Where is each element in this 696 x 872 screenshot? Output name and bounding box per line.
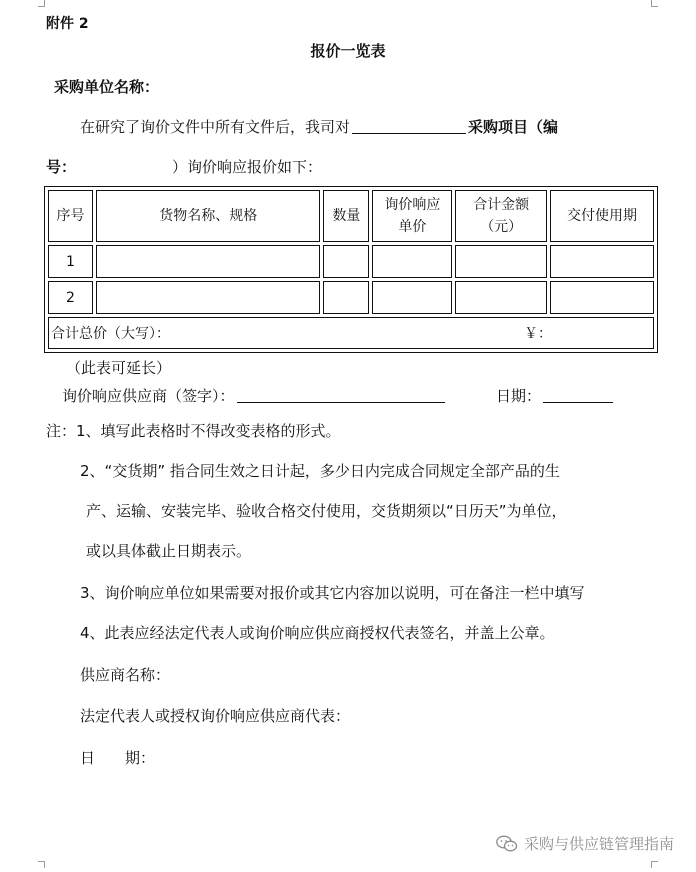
- project-blank-line: [352, 119, 466, 134]
- page-corner-mark: [651, 861, 658, 868]
- total-yen-label: ￥：: [524, 326, 552, 342]
- signer-line: [62, 387, 445, 405]
- extend-note: （此表可延长）: [66, 359, 172, 377]
- header-cell: 合计金额 （元）: [455, 190, 547, 242]
- table-cell: [455, 245, 547, 278]
- intro-text: 在研究了询价文件中所有文件后，我司对: [80, 118, 351, 136]
- intro-project-label: 采购项目（编: [468, 118, 559, 136]
- date-line: [496, 387, 613, 405]
- table-cell: [550, 281, 654, 314]
- intro-line-1: [80, 118, 558, 136]
- page-corner-mark: [38, 0, 45, 7]
- note-1: 注：1、填写此表格时不得改变表格的形式。: [46, 422, 341, 440]
- table-cell: [455, 281, 547, 314]
- table-cell: [96, 245, 321, 278]
- note-2: 2、“交货期” 指合同生效之日计起，多少日内完成合同规定全部产品的生: [80, 462, 560, 480]
- header-cell: 交付使用期: [550, 190, 654, 242]
- note-2-cont: 产、运输、安装完毕、验收合格交付使用，交货期须以“日历天”为单位，: [86, 502, 567, 520]
- wechat-icon: [496, 835, 518, 853]
- attachment-label: 附件 2: [46, 16, 89, 32]
- table-cell: [96, 281, 321, 314]
- page-corner-mark: [38, 861, 45, 868]
- page-title: 报价一览表: [310, 42, 386, 60]
- table-cell: [323, 245, 369, 278]
- total-cell: [48, 317, 654, 349]
- total-label: 合计总价（大写）：: [51, 326, 170, 342]
- intro-text: ）询价响应报价如下：: [172, 158, 323, 176]
- header-cell: 询价响应 单价: [372, 190, 452, 242]
- date-blank-line: [543, 388, 613, 403]
- supplier-name-label: 供应商名称：: [80, 666, 171, 684]
- table-cell: [372, 245, 452, 278]
- quote-table: [44, 186, 658, 353]
- intro-code-label: 号：: [46, 158, 77, 176]
- header-cell: 货物名称、规格: [96, 190, 321, 242]
- note-3: 3、询价响应单位如果需要对报价或其它内容加以说明，可在备注一栏中填写: [80, 584, 585, 602]
- note-2-cont: 或以具体截止日期表示。: [86, 542, 252, 560]
- date-label: 日期：: [496, 387, 542, 405]
- table-cell: [550, 245, 654, 278]
- table-cell: [372, 281, 452, 314]
- table-cell: [323, 281, 369, 314]
- header-cell: 数量: [323, 190, 369, 242]
- signature-blank-line: [237, 388, 445, 403]
- signature-date-label: 日 期：: [80, 749, 156, 767]
- page-corner-mark: [651, 0, 658, 7]
- representative-label: 法定代表人或授权询价响应供应商代表：: [80, 707, 351, 725]
- table-row: [48, 281, 654, 314]
- note-4: 4、此表应经法定代表人或询价响应供应商授权代表签名，并盖上公章。: [80, 624, 555, 642]
- signer-label: 询价响应供应商（签字）：: [62, 387, 235, 405]
- intro-line-2: [46, 158, 322, 176]
- table-header-row: [48, 190, 654, 242]
- table-cell: 1: [48, 245, 93, 278]
- watermark: [496, 833, 674, 854]
- watermark-text: 采购与供应链管理指南: [523, 835, 674, 853]
- table-total-row: [48, 317, 654, 349]
- header-cell: 序号: [48, 190, 93, 242]
- purchasing-unit-label: 采购单位名称：: [54, 78, 160, 96]
- table-cell: 2: [48, 281, 93, 314]
- table-row: [48, 245, 654, 278]
